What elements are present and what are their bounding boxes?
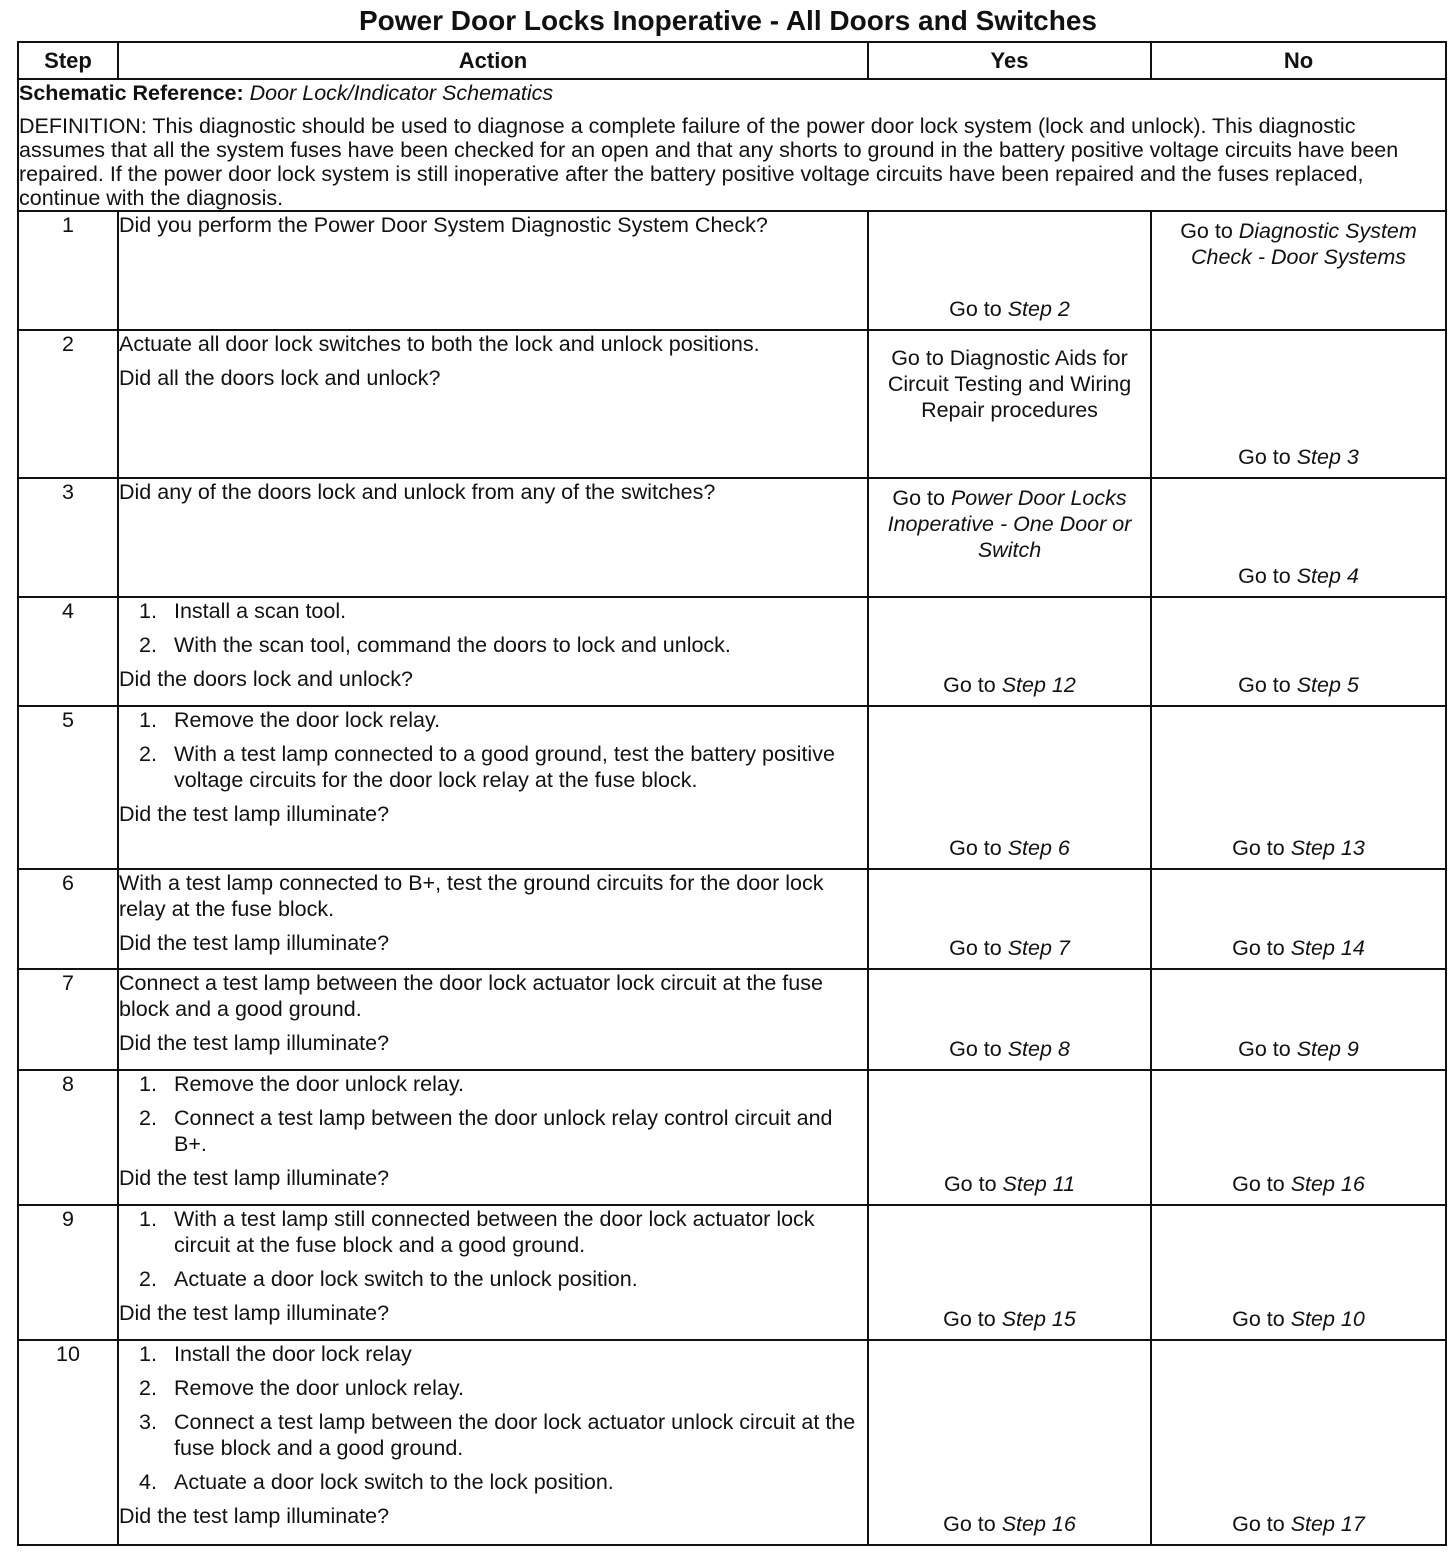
- action-cell: [118, 211, 868, 330]
- table-row: [18, 597, 1446, 706]
- no-response: [1152, 1507, 1445, 1541]
- substep-item: [119, 1341, 867, 1367]
- action-cell: [118, 330, 868, 478]
- yes-response: [869, 1302, 1150, 1336]
- diagnostic-table: [17, 41, 1447, 1546]
- substep-number: 1.: [139, 1207, 157, 1231]
- definition-text: DEFINITION: This diagnostic should be used to diagnose a complete failure of the power door lock system (lock and unlock). This diagnostic assumes that all the system fuses have been checked for an open and that any shorts to ground in the battery positive voltage circuits have been repaired. If the power door lock system is still inoperative after the battery positive voltage circuits have been repaired and the fuses replaced, continue with the diagnosis.: [19, 114, 1399, 210]
- yes-go-to-text: Go to: [943, 1172, 1003, 1196]
- yes-cell: [868, 1340, 1151, 1545]
- no-response: [1152, 1032, 1445, 1066]
- no-go-to-text: Go to: [1238, 564, 1297, 588]
- header-step: Step: [18, 42, 118, 79]
- substep-number: 2.: [139, 633, 157, 657]
- yes-step-reference: Step 16: [1001, 1512, 1076, 1536]
- question-text: Did the test lamp illuminate?: [119, 802, 390, 826]
- yes-cell-content: [869, 1206, 1150, 1336]
- yes-step-reference: Step 7: [1007, 936, 1070, 960]
- no-response: [1152, 559, 1445, 593]
- substep-item: [119, 632, 867, 658]
- no-response: [1152, 1167, 1445, 1201]
- substep-text: Remove the door unlock relay.: [174, 1376, 464, 1400]
- intro-row: [18, 79, 1446, 211]
- step-number: 4: [18, 597, 118, 706]
- no-step-reference: Step 16: [1290, 1172, 1365, 1196]
- no-step-reference: Step 9: [1296, 1037, 1359, 1061]
- action-cell: [118, 1070, 868, 1205]
- no-step-reference: Step 10: [1290, 1307, 1365, 1331]
- action-cell: [118, 597, 868, 706]
- yes-cell-content: [869, 1071, 1150, 1201]
- yes-step-reference: Step 12: [1001, 673, 1076, 697]
- yes-cell-content: [869, 331, 1150, 474]
- yes-response: [869, 1032, 1150, 1066]
- substep-text: Install the door lock relay: [174, 1342, 412, 1366]
- yes-step-reference: Power Door Locks Inoperative - One Door or Switch: [887, 486, 1132, 562]
- no-cell-content: [1152, 870, 1445, 965]
- action-cell: [118, 706, 868, 869]
- yes-cell: [868, 1070, 1151, 1205]
- step-number: 10: [18, 1340, 118, 1545]
- substep-text: Remove the door unlock relay.: [174, 1072, 464, 1096]
- substep-item: [119, 1375, 867, 1401]
- no-go-to-text: Go to: [1232, 936, 1291, 960]
- table-row: [18, 330, 1446, 478]
- no-response: [1152, 1302, 1445, 1336]
- no-cell: [1151, 597, 1446, 706]
- action-cell: [118, 478, 868, 597]
- yes-go-to-text: Go to: [943, 673, 1002, 697]
- document-title: Power Door Locks Inoperative - All Doors and Switches: [358, 5, 1097, 36]
- header-no: No: [1151, 42, 1446, 79]
- no-go-to-text: Go to: [1232, 836, 1291, 860]
- no-cell-content: [1152, 1206, 1445, 1336]
- yes-go-to-text: Go to: [949, 936, 1008, 960]
- no-cell: [1151, 869, 1446, 969]
- yes-cell-content: [869, 598, 1150, 702]
- table-row: [18, 1070, 1446, 1205]
- substep-number: 2.: [139, 1106, 157, 1130]
- action-cell: [118, 1205, 868, 1340]
- substep-number: 1.: [139, 1342, 157, 1366]
- substep-number: 2.: [139, 1376, 157, 1400]
- question-text: Did the test lamp illuminate?: [119, 1504, 390, 1528]
- yes-response: [869, 1507, 1150, 1541]
- yes-step-reference: Step 6: [1007, 836, 1070, 860]
- no-cell: [1151, 706, 1446, 869]
- no-go-to-text: Go to: [1180, 219, 1239, 243]
- action-text: With a test lamp connected to B+, test the ground circuits for the door lock relay at the fuse block.: [119, 871, 824, 921]
- action-cell: [118, 969, 868, 1070]
- substep-text: Actuate a door lock switch to the unlock position.: [174, 1267, 638, 1291]
- yes-cell-content: [869, 479, 1150, 593]
- yes-cell-content: [869, 1341, 1150, 1541]
- substep-number: 1.: [139, 1072, 157, 1096]
- step-number: 2: [18, 330, 118, 478]
- yes-cell-content: [869, 212, 1150, 326]
- substep-item: [119, 1266, 867, 1292]
- no-cell-content: [1152, 1341, 1445, 1541]
- substep-list: [119, 598, 867, 658]
- table-row: [18, 1205, 1446, 1340]
- no-cell: [1151, 1070, 1446, 1205]
- substep-item: [119, 1105, 867, 1157]
- action-cell: [118, 869, 868, 969]
- substep-text: Install a scan tool.: [174, 599, 347, 623]
- no-step-reference: Step 3: [1296, 445, 1359, 469]
- no-go-to-text: Go to: [1232, 1172, 1291, 1196]
- no-cell-content: [1152, 598, 1445, 702]
- substep-list: [119, 1071, 867, 1157]
- no-step-reference: Step 4: [1296, 564, 1359, 588]
- substep-text: With the scan tool, command the doors to lock and unlock.: [174, 633, 731, 657]
- no-cell: [1151, 1205, 1446, 1340]
- schematic-reference: [19, 80, 1445, 106]
- substep-item: [119, 741, 867, 793]
- yes-response: [869, 1167, 1150, 1201]
- no-go-to-text: Go to: [1238, 445, 1297, 469]
- yes-step-reference: Step 2: [1007, 297, 1070, 321]
- substep-item: [119, 1409, 867, 1461]
- substep-text: Connect a test lamp between the door lock actuator unlock circuit at the fuse block and a good ground.: [174, 1410, 856, 1460]
- substep-list: [119, 1341, 867, 1495]
- no-go-to-text: Go to: [1238, 1037, 1297, 1061]
- no-response: [1152, 212, 1445, 274]
- table-row: [18, 1340, 1446, 1545]
- yes-go-to-text: Go to: [949, 836, 1008, 860]
- yes-cell-content: [869, 970, 1150, 1066]
- header-action: Action: [118, 42, 868, 79]
- action-text: Connect a test lamp between the door lock actuator lock circuit at the fuse block and a good ground.: [119, 971, 823, 1021]
- step-number: 9: [18, 1205, 118, 1340]
- no-cell-content: [1152, 212, 1445, 326]
- no-cell-content: [1152, 970, 1445, 1066]
- no-response: [1152, 831, 1445, 865]
- substep-item: [119, 1071, 867, 1097]
- step-number: 8: [18, 1070, 118, 1205]
- yes-response: [869, 292, 1150, 326]
- substep-item: [119, 598, 867, 624]
- substep-text: Actuate a door lock switch to the lock position.: [174, 1470, 614, 1494]
- header-yes: Yes: [868, 42, 1151, 79]
- no-cell-content: [1152, 331, 1445, 474]
- no-response: [1152, 440, 1445, 474]
- step-number: 5: [18, 706, 118, 869]
- table-row: [18, 211, 1446, 330]
- substep-item: [119, 1206, 867, 1258]
- substep-number: 1.: [139, 708, 157, 732]
- table-row: [18, 478, 1446, 597]
- yes-go-to-text: Go to: [949, 1037, 1008, 1061]
- action-text: Actuate all door lock switches to both the lock and unlock positions.: [119, 332, 760, 356]
- substep-number: 1.: [139, 599, 157, 623]
- yes-go-to-text: Go to: [943, 1307, 1002, 1331]
- schematic-value: Door Lock/Indicator Schematics: [249, 81, 554, 105]
- yes-cell-content: [869, 870, 1150, 965]
- action-text: Did you perform the Power Door System Diagnostic System Check?: [119, 213, 768, 237]
- yes-go-to-text: Go to: [892, 486, 951, 510]
- substep-text: Connect a test lamp between the door unlock relay control circuit and B+.: [174, 1106, 833, 1156]
- substep-text: With a test lamp still connected between the door lock actuator lock circuit at the fuse block and a good ground.: [174, 1207, 815, 1257]
- step-number: 1: [18, 211, 118, 330]
- no-response: [1152, 931, 1445, 965]
- no-go-to-text: Go to: [1238, 673, 1297, 697]
- yes-response: [869, 931, 1150, 965]
- step-number: 7: [18, 969, 118, 1070]
- yes-step-reference: Step 15: [1001, 1307, 1076, 1331]
- yes-cell: [868, 211, 1151, 330]
- yes-response: [869, 831, 1150, 865]
- substep-number: 2.: [139, 1267, 157, 1291]
- no-step-reference: Step 17: [1290, 1512, 1365, 1536]
- table-row: [18, 969, 1446, 1070]
- no-step-reference: Step 14: [1290, 936, 1365, 960]
- yes-response: [869, 668, 1150, 702]
- yes-cell: [868, 330, 1151, 478]
- yes-go-to-text: Go to: [943, 1512, 1002, 1536]
- substep-item: [119, 707, 867, 733]
- yes-step-reference: Step 11: [1002, 1172, 1076, 1196]
- yes-cell: [868, 706, 1151, 869]
- substep-item: [119, 1469, 867, 1495]
- no-step-reference: Step 5: [1296, 673, 1359, 697]
- no-step-reference: Diagnostic System Check - Door Systems: [1190, 219, 1417, 269]
- yes-go-to-text: Go to: [949, 297, 1008, 321]
- substep-number: 3.: [139, 1410, 157, 1434]
- header-row: [18, 42, 1446, 79]
- substep-text: With a test lamp connected to a good ground, test the battery positive voltage circuits for the door lock relay at the fuse block.: [174, 742, 835, 792]
- yes-response: [869, 479, 1150, 567]
- table-row: [18, 869, 1446, 969]
- intro-cell: [18, 79, 1446, 211]
- no-cell-content: [1152, 479, 1445, 593]
- no-cell: [1151, 478, 1446, 597]
- yes-cell: [868, 1205, 1151, 1340]
- no-cell: [1151, 1340, 1446, 1545]
- step-number: 6: [18, 869, 118, 969]
- action-cell: [118, 1340, 868, 1545]
- no-cell-content: [1152, 707, 1445, 865]
- no-step-reference: Step 13: [1290, 836, 1365, 860]
- substep-number: 4.: [139, 1470, 157, 1494]
- yes-step-reference: Step 8: [1007, 1037, 1070, 1061]
- step-number: 3: [18, 478, 118, 597]
- yes-response: Go to Diagnostic Aids for Circuit Testing and Wiring Repair procedures: [887, 346, 1132, 422]
- question-text: Did the test lamp illuminate?: [119, 931, 390, 955]
- yes-cell: [868, 969, 1151, 1070]
- question-text: Did the test lamp illuminate?: [119, 1301, 390, 1325]
- no-cell: [1151, 969, 1446, 1070]
- no-cell: [1151, 330, 1446, 478]
- no-go-to-text: Go to: [1232, 1512, 1291, 1536]
- no-response: [1152, 668, 1445, 702]
- table-row: [18, 706, 1446, 869]
- no-cell: [1151, 211, 1446, 330]
- substep-list: [119, 707, 867, 793]
- substep-number: 2.: [139, 742, 157, 766]
- substep-list: [119, 1206, 867, 1292]
- question-text: Did the test lamp illuminate?: [119, 1031, 390, 1055]
- yes-cell: [868, 478, 1151, 597]
- no-cell-content: [1152, 1071, 1445, 1201]
- schematic-label: Schematic Reference:: [19, 81, 244, 105]
- action-text: Did any of the doors lock and unlock from any of the switches?: [119, 480, 716, 504]
- yes-cell: [868, 597, 1151, 706]
- question-text: Did all the doors lock and unlock?: [119, 366, 441, 390]
- question-text: Did the doors lock and unlock?: [119, 667, 414, 691]
- yes-cell: [868, 869, 1151, 969]
- substep-text: Remove the door lock relay.: [174, 708, 441, 732]
- no-go-to-text: Go to: [1232, 1307, 1291, 1331]
- question-text: Did the test lamp illuminate?: [119, 1166, 390, 1190]
- yes-cell-content: [869, 707, 1150, 865]
